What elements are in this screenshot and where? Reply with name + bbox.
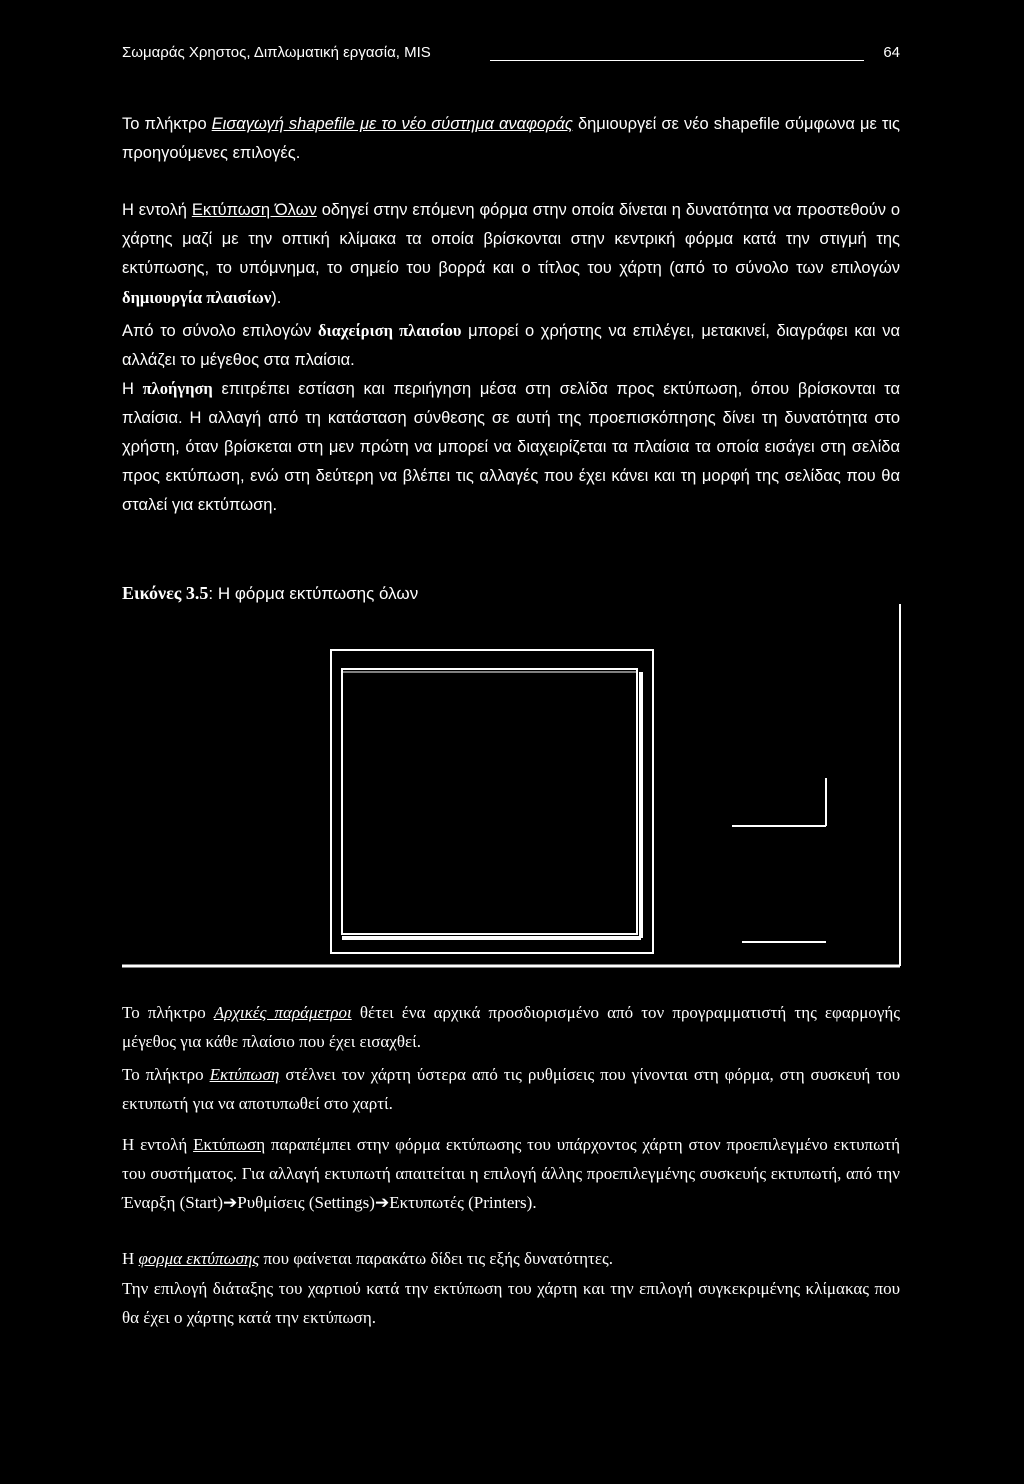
text: Η εντολή [122,201,192,219]
initial-parameters-link[interactable]: Αρχικές παράμετροι [213,1003,352,1022]
paragraph-frame-management [122,316,900,375]
text: Την επιλογή διάταξης του χαρτιού κατά την εκτύπωση του χάρτη και την επιλογή συγκεκριμένης κλίμακας που θα έχει ο χάρτης κατά την εκτύπωση. [122,1279,900,1327]
text: Το πλήκτρο [122,1003,214,1022]
text: Ρυθμίσεις (Settings) [237,1193,375,1212]
print-form-link[interactable]: φορμα εκτύπωσης [138,1249,260,1268]
arrow-icon: ➔ [223,1193,238,1212]
text: δημιουργεί σε νέο shapefile σύμφωνα με τις προηγούμενες επιλογές. [122,115,900,162]
text: μπορεί ο χρήστης να επιλέγει, μετακινεί, διαγράφει και να αλλάζει το μέγεθος στα πλαίσια. [122,322,901,369]
paragraph-print-button [122,1060,900,1118]
page-number: 64 [883,44,900,61]
text: που φαίνεται παρακάτω δίδει τις εξής δυνατότητες. [259,1249,614,1268]
paragraph-print-command [122,1130,900,1217]
text: Εκτυπωτές (Printers). [389,1193,537,1212]
text: οδηγεί στην επόμενη φόρμα στην οποία δίνεται η δυνατότητα να προστεθούν ο χάρτης μαζί με την οπτική κλίμακα τα οποία βρίσκονται στην κεντρική φόρμα κατά την στιγμή της εκτύπωσης, το υπόμνημα, το σημείο του βορρά και ο τίτλος του χάρτη (από το σύνολο των επιλογών [122,201,901,277]
paragraph-print-all [122,196,900,313]
caption-text: : Η φόρμα εκτύπωσης όλων [208,584,419,603]
print-all-link[interactable]: Εκτύπωση Όλων [191,201,317,219]
arrow-icon: ➔ [374,1193,390,1212]
text: Η [122,1249,139,1268]
print-command-link[interactable]: Εκτύπωση [193,1135,266,1154]
bold-term: πλοήγηση [142,379,213,398]
bold-term: διαχείριση πλαισίου [317,321,462,340]
text: επιτρέπει εστίαση και περιήγηση μέσα στη σελίδα προς εκτύπωση, όπου βρίσκονται τα πλαίσια. Η αλλαγή από τη κατάσταση σύνθεσης σε αυτή της προεπισκόπησης δίνει τη δυνατότητα στο χρήστη, όταν βρίσκεται στη μεν πρώτη να μπορεί να διαχειρίζεται τα πλαίσια τα οποία εισάγει στη σελίδα προς εκτύπωση, ενώ στη δεύτερη να βλέπει τις αλλαγές που έχει κάνει και τη μορφή της σελίδας που θα σταλεί για εκτύπωση. [122,380,901,514]
figure-outer-frame [331,650,653,953]
text: Η [122,380,143,398]
paragraph-paper-layout [122,1274,900,1332]
paragraph-initial-parameters [122,998,900,1056]
paragraph-navigation [122,374,900,520]
text: Η εντολή [122,1135,194,1154]
figure-caption [122,580,418,607]
header-title: Σωμαράς Χρηστος, Διπλωματική εργασία, MIS [122,44,431,61]
page-header [122,42,900,66]
text: θέτει ένα αρχικά προσδιορισμένο από τον προγραμματιστή της εφαρμογής μέγεθος για κάθε πλαίσιο που έχει εισαχθεί. [122,1003,901,1051]
text: παραπέμπει στην φόρμα εκτύπωσης του υπάρχοντος χάρτη στον προεπιλεγμένο εκτυπωτή του συστήματος. Για αλλαγή εκτυπωτή απαιτείται η επιλογή άλλης προεπιλεγμένης συσκευής εκτυπωτή, από την Έναρξη (Start) [122,1135,900,1212]
text: στέλνει τον χάρτη ύστερα από τις ρυθμίσεις που γίνονται στη φόρμα, στη συσκευή του εκτυπωτή για να αποτυπωθεί στο χαρτί. [122,1065,900,1113]
header-rule [490,60,864,61]
text: ). [271,289,282,307]
text: Το πλήκτρο [122,115,212,133]
caption-label: Εικόνες 3.5 [122,583,209,603]
paragraph-import-shapefile [122,110,900,168]
paragraph-print-form [122,1244,900,1273]
print-button-link[interactable]: Εκτύπωση [209,1065,280,1084]
figure-inner-frame [342,669,637,934]
text: Από το σύνολο επιλογών [122,322,318,340]
import-shapefile-link[interactable]: Εισαγωγή shapefile με το νέο σύστημα αναφοράς [211,115,573,133]
text: Το πλήκτρο [122,1065,210,1084]
bold-term: δημιουργία πλαισίων [122,288,272,307]
